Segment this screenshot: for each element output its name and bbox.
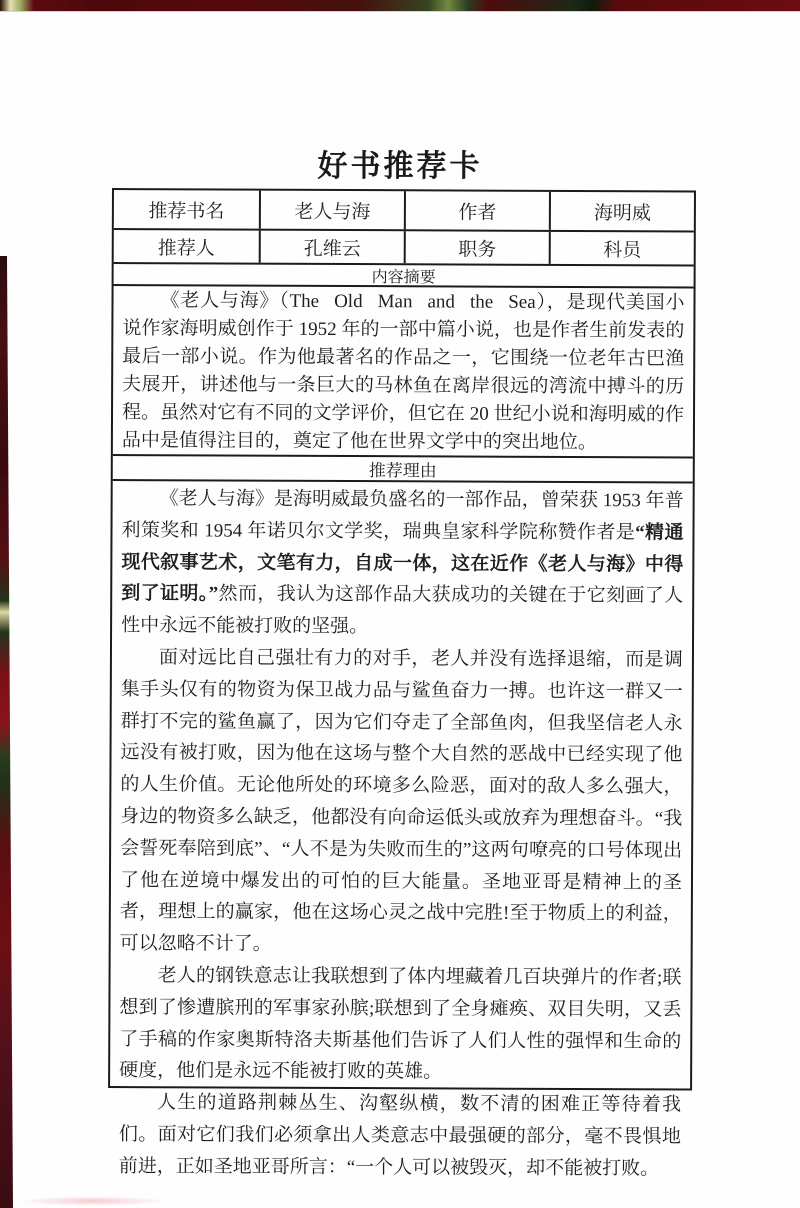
cell-author-label: 作者 — [404, 191, 549, 230]
reasons-section-header: 推荐理由 — [113, 456, 693, 484]
reasons-p1-lead: 《老人与海》是海明威最负盛名的一部作品，曾荣获 1953 年普利策奖和 1954 年诺贝尔文学奖，瑞典皇家科学院称赞作者是 — [121, 488, 684, 544]
page-title: 好书推荐卡 — [317, 150, 483, 183]
reasons-p1-academy-quote: “精通现代叙事艺术，文笔有力，自成一体，这在近作《老人与海》中得到了证明。” — [121, 522, 684, 605]
cell-position-label: 职务 — [404, 231, 549, 264]
summary-section-header: 内容摘要 — [114, 264, 694, 289]
cell-book-title-value: 老人与海 — [259, 191, 404, 230]
cell-recommender-value: 孔维云 — [259, 231, 404, 264]
reasons-section-body — [110, 481, 693, 1180]
cell-position-value: 科员 — [549, 232, 694, 265]
summary-paragraph: 《老人与海》（The Old Man and the Sea），是现代美国小说作家海明威创作于 1952 年的一部中篇小说，也是作者生前发表的最后一部小说。作为他最著名的作品之一，它围绕一位老年古巴渔夫展开，讲述他与一条巨大的马林鱼在离岸很远的湾流中搏斗的历程。虽然对它有不同的文学评价，但它在 20 世纪小说和海明威的作品中是值得注目的，奠定了他在世界文学中的突出地位。 — [121, 290, 685, 454]
recommendation-card-table — [108, 188, 696, 1180]
reasons-paragraph-3: 老人的钢铁意志让我联想到了体内埋藏着几百块弹片的作者;联想到了惨遭膑刑的军事家孙膑;联想到了全身瘫痪、双目失明，又丢了手稿的作家奥斯特洛夫斯基他们告诉了人们人性的强悍和生命的硬度，他们是永远不能被打败的英雄。 — [119, 965, 682, 1083]
cell-book-title-label: 推荐书名 — [148, 200, 225, 222]
table-row-book-info — [114, 190, 694, 233]
fabric-left-edge — [0, 256, 14, 1208]
reasons-p1-tail: 然而，我认为这部作品大获成功的关键在于它刻画了人性中永远不能被打败的坚强。 — [121, 583, 684, 638]
reasons-paragraph-1 — [121, 483, 684, 644]
summary-section-body — [113, 286, 694, 459]
fabric-top-edge — [0, 0, 800, 12]
fabric-bottom-smudge — [18, 1196, 168, 1206]
cell-author-value: 海明威 — [549, 192, 694, 231]
reasons-paragraph-4: 人生的道路荆棘丛生、沟壑纵横，数不清的困难正等待着我们。面对它们我们必须拿出人类意志中最强硬的部分，毫不畏惧地前进，正如圣地亚哥所言：“一个人可以被毁灭，却不能被打败。 — [118, 1092, 682, 1180]
cell-recommender-label: 推荐人 — [157, 237, 215, 259]
reasons-paragraph-2: 面对远比自己强壮有力的对手，老人并没有选择退缩，而是调集手头仅有的物资为保卫战力品与鲨鱼奋力一搏。也许这一群又一群打不完的鲨鱼赢了，因为它们夺走了全部鱼肉，但我坚信老人永远没有被打败，因为他在这场与整个大自然的恶战中已经实现了他的人生价值。无论他所处的环境多么险恶，面对的敌人多么强大，身边的物资多么缺乏，他都没有向命运低头或放弃为理想奋斗。“我会誓死奉陪到底”、“人不是为失败而生的”这两句嘹亮的口号体现出了他在逆境中爆发出的可怕的巨大能量。圣地亚哥是精神上的圣者，理想上的赢家，他在这场心灵之战中完胜!至于物质上的利益，可以忽略不计了。 — [119, 647, 683, 955]
table-row-recommender-info — [114, 230, 694, 267]
